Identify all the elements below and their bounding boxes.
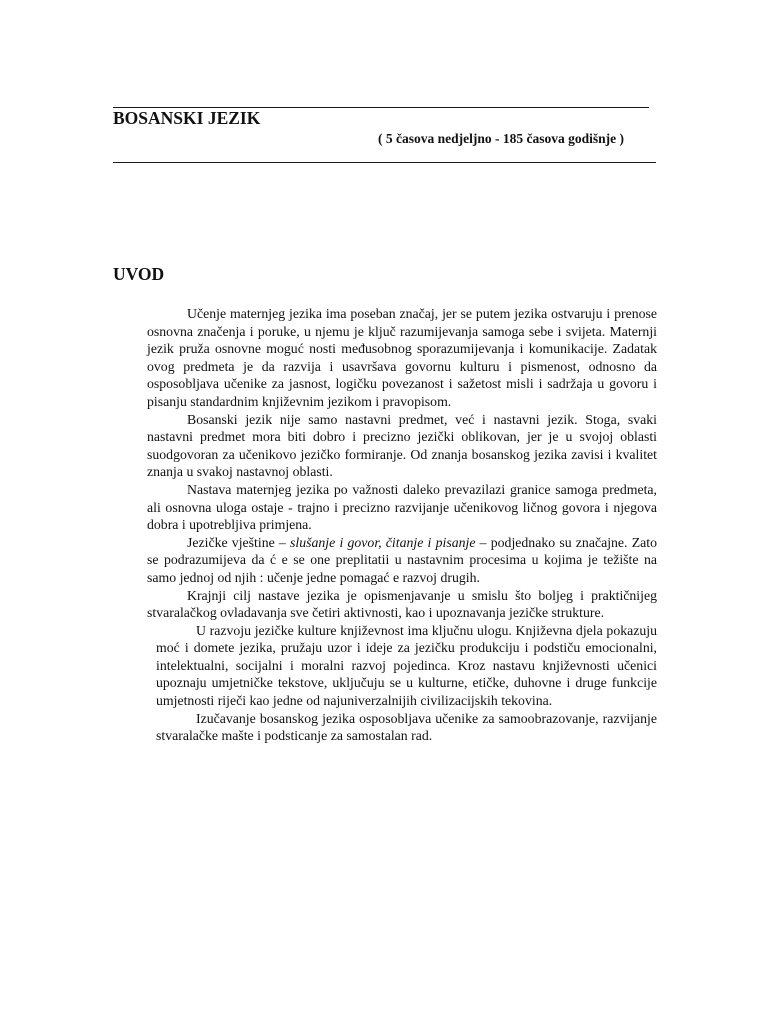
weekly-hours-note: ( 5 časova nedjeljno - 185 časova godišnje )	[378, 131, 624, 146]
bottom-rule	[113, 162, 656, 163]
paragraph: Nastava maternjeg jezika po važnosti daleko prevazilazi granice samoga predmeta, ali osnovna uloga ostaje - trajno i precizno razvijanje učenikovog ličnog govora i njegova dobra i upotrebljiva primjena.	[147, 481, 657, 533]
paragraph: Bosanski jezik nije samo nastavni predmet, već i nastavni jezik. Stoga, svaki nastavni predmet mora biti dobro i precizno jezički oblikovan, jer je u svojoj oblasti suodgovoran za učenikovo jezičko formiranje. Od znanja bosanskog jezika zavisi i kvalitet znanja u svakoj nastavnoj oblasti.	[147, 411, 657, 480]
paragraph: Krajnji cilj nastave jezika je opismenjavanje u smislu što boljeg i praktičnijeg stvaralačkog ovladavanja sve četiri aktivnosti, kao i upoznavanja jezičke strukture.	[147, 587, 657, 621]
section-title: UVOD	[113, 264, 165, 284]
emphasized-skills: slušanje i govor, čitanje i pisanje	[290, 534, 476, 550]
paragraph-text: – podjednako su značajne. Zato se podrazumijeva da ć e se one preplitatii u nastavnim procesima u kojima je težište na samo jednoj od njih : učenje jedne pomagać e razvoj drugih.	[147, 534, 657, 585]
body-text	[147, 305, 657, 745]
paragraph	[147, 534, 657, 587]
paragraph: Učenje maternjeg jezika ima poseban značaj, jer se putem jezika ostvaruju i prenose osnovna značenja i poruke, u njemu je ključ razumijevanja samoga sebe i svijeta. Maternji jezik pruža osnovne moguć nosti međusobnog sporazumijevanja i komunikacije. Zadatak ovog predmeta je da razvija i usavršava govornu kulturu i pismenost, odnosno da osposobljava učenike za jasnost, logičku povezanost i sažetost misli i sadržaja u govoru i pisanju standardnim književnim jezikom i pravopisom.	[147, 306, 657, 409]
paragraph: U razvoju jezičke kulture književnost ima ključnu ulogu. Književna djela pokazuju moć i domete jezika, pružaju uzor i ideje za jezičku produkciju i podstiču emocionalni, intelektualni, socijalni i moralni razvoj pojedinca. Kroz nastavu književnosti učenici upoznaju umjetničke tekstove, uključuju se u kulturne, etičke, duhovne i druge funkcije umjetnosti riječi kao jedne od najuniverzalnijih civilizacijskih tekovina.	[156, 622, 657, 709]
paragraph: Izučavanje bosanskog jezika osposobljava učenike za samoobrazovanje, razvijanje stvaralačke mašte i podsticanje za samostalan rad.	[156, 710, 657, 744]
paragraph-text: Jezičke vještine –	[187, 534, 291, 550]
subject-title: BOSANSKI JEZIK	[113, 108, 261, 128]
